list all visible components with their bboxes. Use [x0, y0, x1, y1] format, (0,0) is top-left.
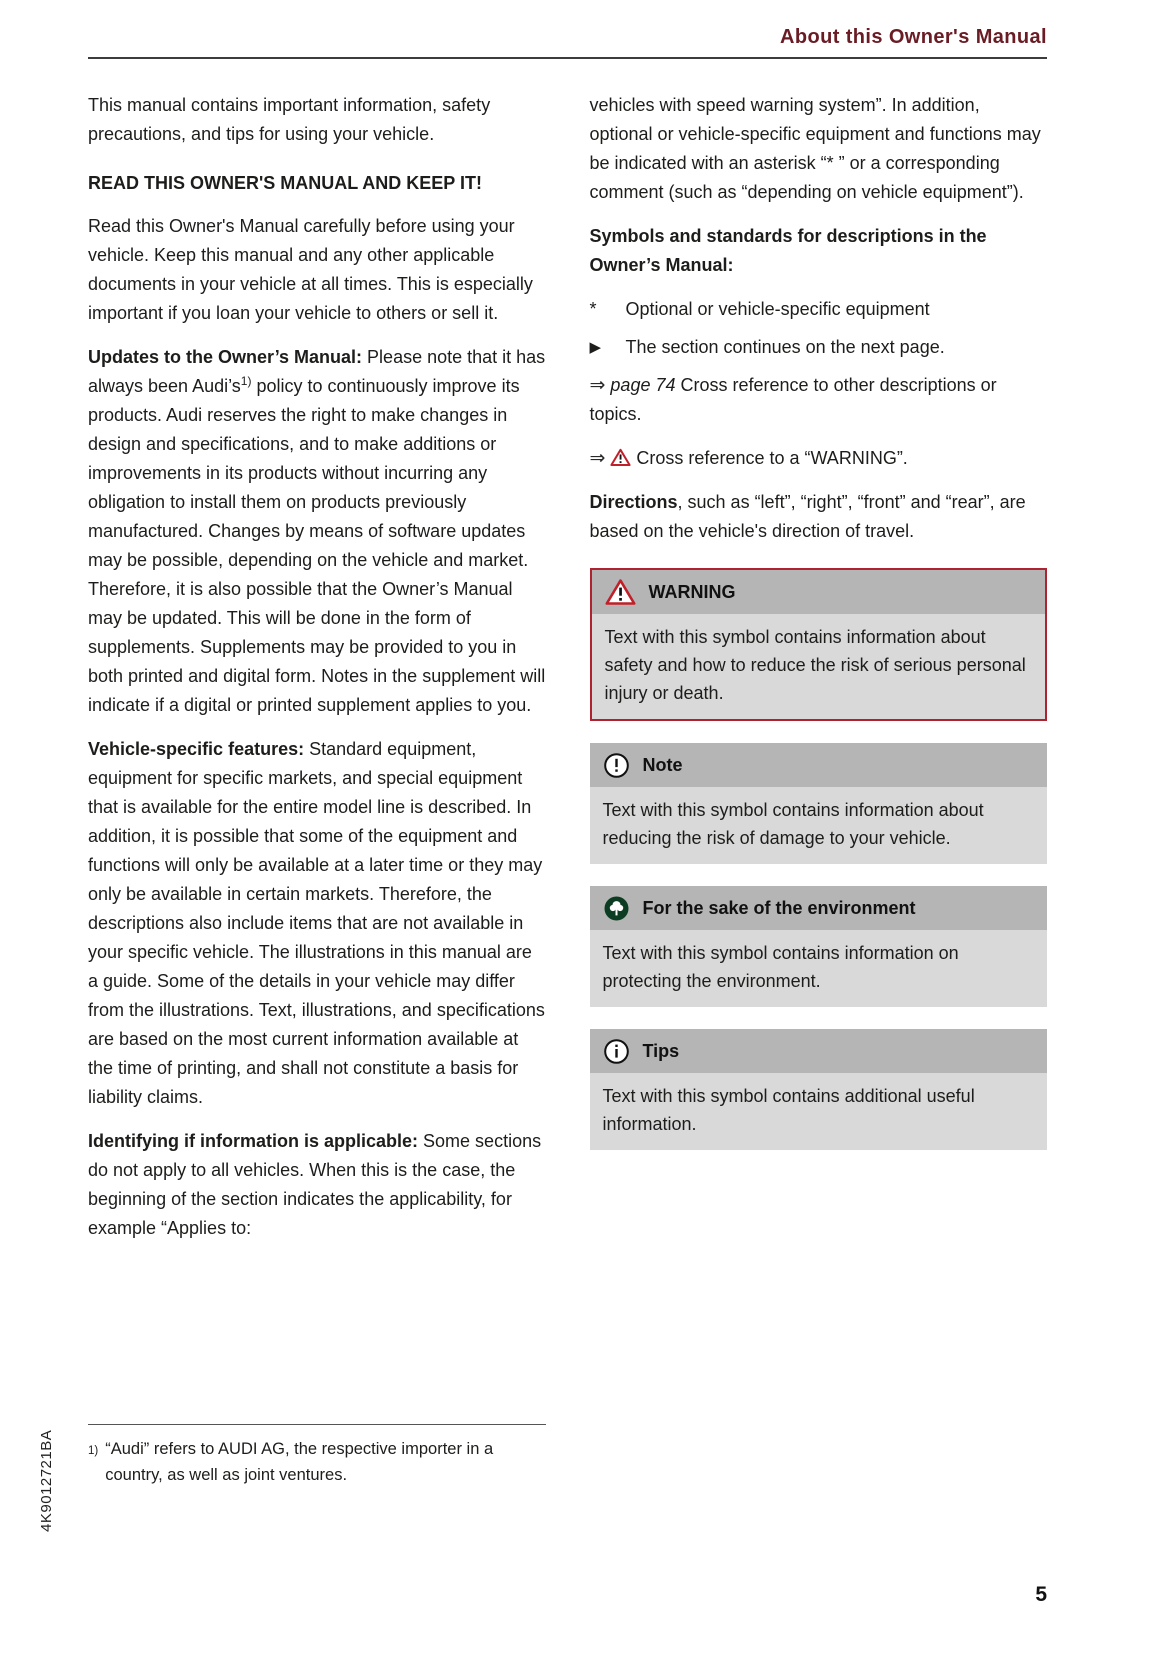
crossref-warning-text: Cross reference to a “WARNING”. — [636, 448, 908, 468]
warning-box-body: Text with this symbol contains information about safety and how to reduce the risk of serious personal injury or death. — [592, 614, 1046, 719]
vehicle-features-label: Vehicle-specific features: — [88, 739, 305, 759]
footnote-marker: 1) — [88, 1445, 99, 1457]
page-title: About this Owner's Manual — [780, 26, 1047, 48]
directions-text: , such as “left”, “right”, “front” and “rear”, are based on the vehicle's direction of travel. — [589, 492, 1026, 541]
environment-box — [590, 886, 1048, 1007]
warning-box-title: WARNING — [648, 581, 736, 602]
double-arrow-right-icon: ⇒ — [589, 375, 606, 396]
intro-paragraph: This manual contains important information, safety precautions, and tips for using your vehicle. — [88, 95, 491, 144]
keep-manual-paragraph: Read this Owner's Manual carefully before using your vehicle. Keep this manual and any other applicable documents in your vehicle at all times. This is especially important if you loan your vehicle to others or sell it. — [88, 216, 533, 323]
double-arrow-right-icon: ⇒ — [589, 448, 606, 469]
page-number: 5 — [1035, 1583, 1047, 1606]
info-circle-icon — [603, 1038, 630, 1065]
tips-box — [590, 1029, 1048, 1150]
left-column — [88, 91, 546, 1258]
page-header — [88, 26, 1047, 49]
keep-manual-heading: READ THIS OWNER'S MANUAL AND KEEP IT! — [88, 173, 482, 193]
note-box-header — [590, 743, 1048, 787]
document-code: 4K9012721BA — [38, 1429, 55, 1532]
crossref-page-text: Cross reference to other descriptions or topics. — [589, 375, 997, 424]
tips-box-body: Text with this symbol contains additional useful information. — [590, 1073, 1048, 1150]
footnote-text: “Audi” refers to AUDI AG, the respective importer in a country, as well as joint ventures. — [105, 1440, 494, 1484]
crossref-page — [590, 371, 1048, 429]
footnote — [88, 1424, 546, 1488]
tips-box-header — [590, 1029, 1048, 1073]
continuation-paragraph: vehicles with speed warning system”. In addition, optional or vehicle-specific equipment and functions may be indicated with an asterisk “* ” or a corresponding comment (such as “depending on vehicle equipment”). — [589, 95, 1041, 202]
warning-triangle-small-icon — [610, 448, 631, 467]
note-box-body: Text with this symbol contains information about reducing the risk of damage to your vehicle. — [590, 787, 1048, 864]
warning-box — [590, 568, 1048, 721]
environment-box-body: Text with this symbol contains information on protecting the environment. — [590, 930, 1048, 1007]
identifying-text: Some sections do not apply to all vehicles. When this is the case, the beginning of the section indicates the applicability, for example “Applies to: — [88, 1131, 542, 1238]
environment-box-header — [590, 886, 1048, 930]
footnote-rule — [88, 1424, 546, 1425]
right-column — [590, 91, 1048, 1258]
symbol-item-asterisk — [590, 295, 1048, 324]
note-box — [590, 743, 1048, 864]
exclamation-circle-icon — [603, 752, 630, 779]
note-box-title: Note — [642, 754, 683, 775]
warning-box-header — [592, 570, 1046, 614]
vehicle-features-paragraph — [88, 735, 546, 1112]
tree-circle-icon — [603, 895, 630, 922]
updates-text-post: policy to continuously improve its products. Audi reserves the right to make changes in design and specifications, and to make additions or improvements in its products without incurring any obligation to install them on products previously manufactured. Changes by means of software updates may be possible, depending on the vehicle and market. Therefore, it is also possible that the Owner’s Manual may be updated. This will be done in the form of supplements. Supplements may be provided to you in both printed and digital form. Notes in the supplement will indicate if a digital or printed supplement applies to you. — [88, 376, 546, 715]
environment-box-title: For the sake of the environment — [642, 897, 916, 918]
play-triangle-icon: ▶ — [589, 339, 602, 356]
symbols-heading: Symbols and standards for descriptions in the Owner’s Manual: — [589, 226, 987, 275]
identifying-paragraph — [88, 1127, 546, 1243]
content-columns — [88, 91, 1047, 1258]
asterisk-symbol: * — [589, 299, 597, 319]
crossref-page-ref: page 74 — [610, 375, 676, 395]
header-rule — [88, 57, 1047, 59]
symbol-item-continues — [590, 333, 1048, 362]
footnote-reference: 1) — [240, 374, 252, 388]
directions-paragraph — [590, 488, 1048, 546]
updates-text-pre: Please note that it has always been Audi’s — [88, 347, 546, 396]
updates-label: Updates to the Owner’s Manual: — [88, 347, 363, 367]
directions-label: Directions — [589, 492, 678, 512]
symbol-item-text: The section continues on the next page. — [625, 337, 945, 357]
vehicle-features-text: Standard equipment, equipment for specific markets, and special equipment that is available for the entire model line is described. In addition, it is possible that some of the equipment and functions will only be available at a later time or they may only be available in certain markets. Therefore, the descriptions also include items that are not available in your specific vehicle. The illustrations in this manual are a guide. Some of the details in your vehicle may differ from the illustrations. Text, illustrations, and specifications are based on the most current information available at the time of printing, and shall not constitute a basis for liability claims. — [88, 739, 545, 1107]
warning-triangle-icon — [605, 578, 636, 606]
symbol-item-text: Optional or vehicle-specific equipment — [625, 299, 930, 319]
updates-paragraph — [88, 343, 546, 720]
tips-box-title: Tips — [642, 1040, 680, 1061]
identifying-label: Identifying if information is applicable: — [88, 1131, 419, 1151]
crossref-warning — [590, 444, 1048, 473]
